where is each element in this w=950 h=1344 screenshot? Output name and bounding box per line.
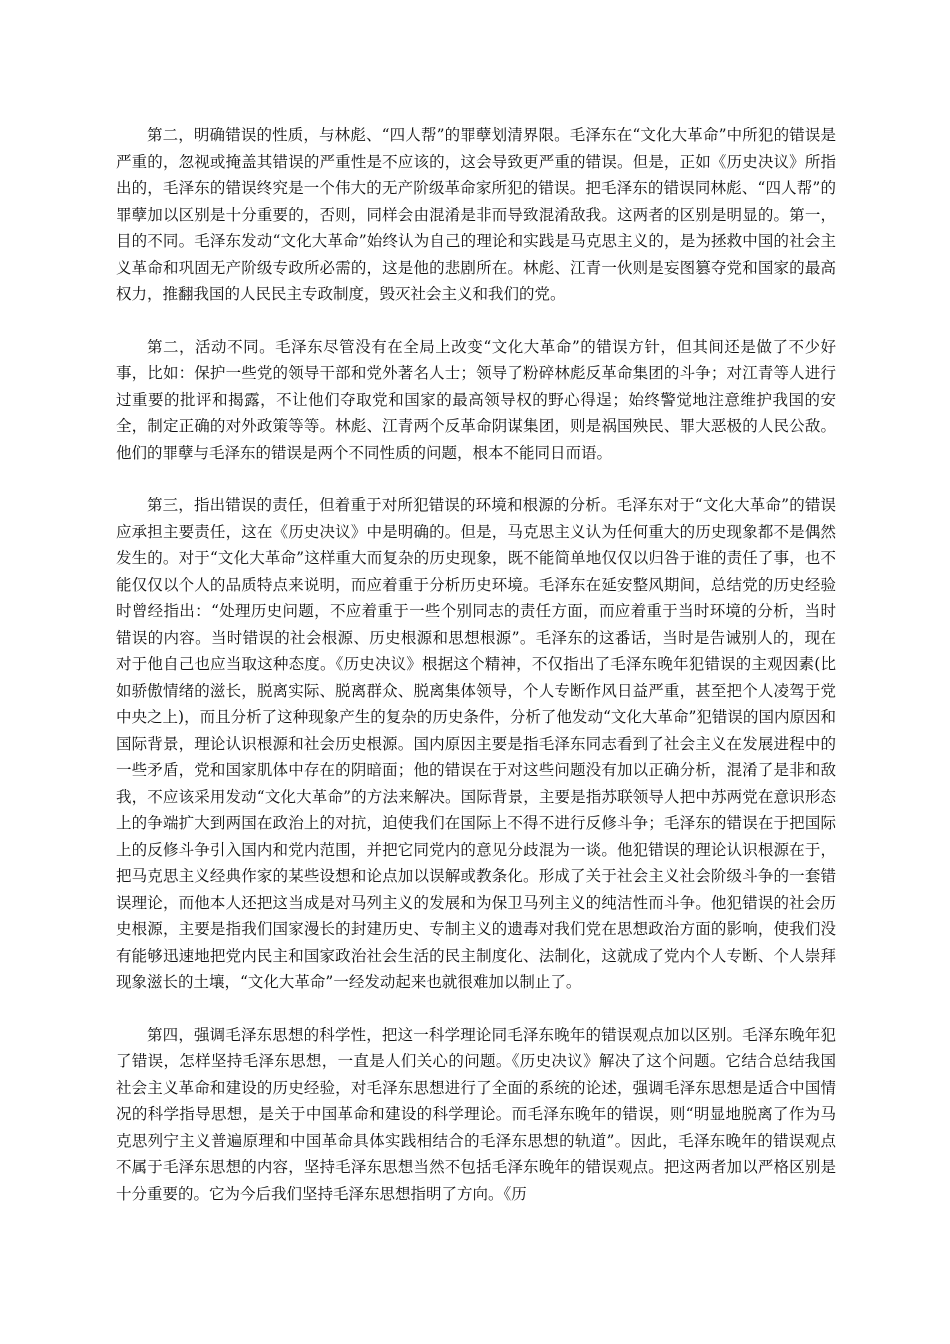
paragraph-3: 第三，指出错误的责任，但着重于对所犯错误的环境和根源的分析。毛泽东对于“文化大革命”的错误应承担主要责任，这在《历史决议》中是明确的。但是，马克思主义认为任何重大的历史现象都不是偶然发生的。对于“文化大革命”这样重大而复杂的历史现象，既不能简单地仅仅以归咎于谁的责任了事，也不能仅仅以个人的品质特点来说明，而应着重于分析历史环境。毛泽东在延安整风期间，总结党的历史经验时曾经指出：“处理历史问题，不应着重于一些个别同志的责任方面，而应着重于当时环境的分析，当时错误的内容。当时错误的社会根源、历史根源和思想根源”。毛泽东的这番话，当时是告诫别人的，现在对于他自己也应当取这种态度。《历史决议》根据这个精神，不仅指出了毛泽东晚年犯错误的主观因素(比如骄傲情绪的滋长，脱离实际、脱离群众、脱离集体领导，个人专断作风日益严重，甚至把个人凌驾于党中央之上)，而且分析了这种现象产生的复杂的历史条件，分析了他发动“文化大革命”犯错误的国内原因和国际背景，理论认识根源和社会历史根源。国内原因主要是指毛泽东同志看到了社会主义在发展进程中的一些矛盾，党和国家肌体中存在的阴暗面；他的错误在于对这些问题没有加以正确分析，混淆了是非和敌我，不应该采用发动“文化大革命”的方法来解决。国际背景，主要是指苏联领导人把中苏两党在意识形态上的争端扩大到两国在政治上的对抗，迫使我们在国际上不得不进行反修斗争；毛泽东的错误在于把国际上的反修斗争引入国内和党内范围，并把它同党内的意见分歧混为一谈。他犯错误的理论认识根源在于，把马克思主义经典作家的某些设想和论点加以误解或教条化。形成了关于社会主义社会阶级斗争的一套错误理论，而他本人还把这当成是对马列主义的发展和为保卫马列主义的纯洁性而斗争。他犯错误的社会历史根源，主要是指我们国家漫长的封建历史、专制主义的遗毒对我们党在思想政治方面的影响，使我们没有能够迅速地把党内民主和国家政治社会生活的民主制度化、法制化，这就成了党内个人专断、个人崇拜现象滋长的土壤，“文化大革命”一经发动起来也就很难加以制止了。 (116, 496, 836, 991)
document-body (116, 122, 836, 1233)
paragraph-2: 第二，活动不同。毛泽东尽管没有在全局上改变“文化大革命”的错误方针，但其间还是做了不少好事，比如：保护一些党的领导干部和党外著名人士；领导了粉碎林彪反革命集团的斗争；对江青等人进行过重要的批评和揭露，不让他们夺取党和国家的最高领导权的野心得逞；始终警觉地注意维护我国的安全，制定正确的对外政策等等。林彪、江青两个反革命阴谋集团，则是祸国殃民、罪大恶极的人民公敌。他们的罪孽与毛泽东的错误是两个不同性质的问题，根本不能同日而语。 (116, 337, 836, 462)
paragraph-4: 第四，强调毛泽东思想的科学性，把这一科学理论同毛泽东晚年的错误观点加以区别。毛泽东晚年犯了错误，怎样坚持毛泽东思想，一直是人们关心的问题。《历史决议》解决了这个问题。它结合总结我国社会主义革命和建设的历史经验，对毛泽东思想进行了全面的系统的论述，强调毛泽东思想是适合中国情况的科学指导思想，是关于中国革命和建设的科学理论。而毛泽东晚年的错误，则“明显地脱离了作为马克思列宁主义普遍原理和中国革命具体实践相结合的毛泽东思想的轨道”。因此，毛泽东晚年的错误观点不属于毛泽东思想的内容，坚持毛泽东思想当然不包括毛泽东晚年的错误观点。把这两者加以严格区别是十分重要的。它为今后我们坚持毛泽东思想指明了方向。《历 (116, 1025, 836, 1203)
paragraph-1: 第二，明确错误的性质，与林彪、“四人帮”的罪孽划清界限。毛泽东在“文化大革命”中所犯的错误是严重的，忽视或掩盖其错误的严重性是不应该的，这会导致更严重的错误。但是，正如《历史决议》所指出的，毛泽东的错误终究是一个伟大的无产阶级革命家所犯的错误。把毛泽东的错误同林彪、“四人帮”的罪孽加以区别是十分重要的，否则，同样会由混淆是非而导致混淆敌我。这两者的区别是明显的。第一，目的不同。毛泽东发动“文化大革命”始终认为自己的理论和实践是马克思主义的，是为拯救中国的社会主义革命和巩固无产阶级专政所必需的，这是他的悲剧所在。林彪、江青一伙则是妄图篡夺党和国家的最高权力，推翻我国的人民民主专政制度，毁灭社会主义和我们的党。 (116, 126, 836, 303)
